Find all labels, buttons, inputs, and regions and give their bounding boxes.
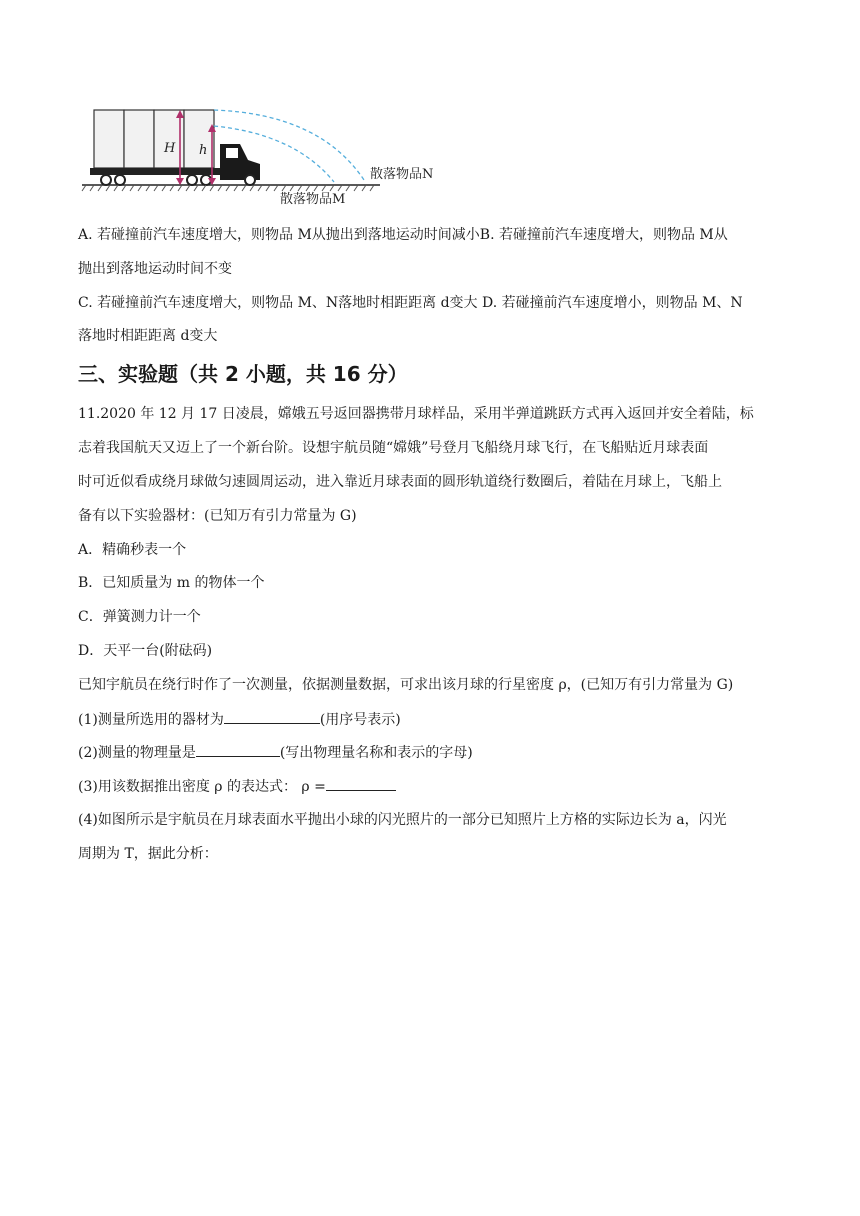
subquestion-3	[78, 776, 396, 797]
trailer-container-1	[94, 110, 124, 168]
label-H: H	[164, 141, 176, 156]
label-h: h	[199, 143, 208, 158]
subquestion-3-prefix: (3)用该数据推出密度 ρ 的表达式： ρ =	[78, 779, 326, 795]
option-line-3: C. 若碰撞前汽车速度增大，则物品 M、N落地时相距距离 d变大 D. 若碰撞前汽车速度增小，则物品 M、N	[78, 295, 743, 311]
label-scatter-M: 散落物品M	[280, 192, 346, 207]
truck-figure	[80, 104, 460, 212]
label-scatter-N: 散落物品N	[370, 167, 434, 182]
subquestion-4-line-1: (4)如图所示是宇航员在月球表面水平抛出小球的闪光照片的一部分已知照片上方格的实际边长为 a，闪光	[78, 812, 727, 828]
trailer-bed	[90, 168, 240, 175]
subquestion-1-prefix: (1)测量所选用的器材为	[78, 712, 224, 728]
option-line-4: 落地时相距距离 d变大	[78, 328, 218, 344]
equipment-item-a: A．精确秒表一个	[78, 542, 187, 558]
subquestion-2	[78, 742, 473, 763]
subquestion-4-line-2: 周期为 T，据此分析：	[78, 846, 218, 862]
q11-paragraph-line-2: 志着我国航天又迈上了一个新台阶。设想宇航员随“嫦娥”号登月飞船绕月球飞行，在飞船贴近月球表面	[78, 440, 709, 456]
answer-blank-3[interactable]	[326, 776, 396, 791]
option-line-2: 抛出到落地运动时间不变	[78, 261, 232, 277]
option-line-1: A. 若碰撞前汽车速度增大，则物品 M从抛出到落地运动时间减小B. 若碰撞前汽车速度增大，则物品 M从	[78, 227, 728, 243]
q11-paragraph-line-3: 时可近似看成绕月球做匀速圆周运动，进入靠近月球表面的圆形轨道绕行数圈后，着陆在月球上，飞船上	[78, 474, 722, 490]
section-heading: 三、实验题（共 2 小题，共 16 分）	[78, 362, 408, 386]
wheel	[101, 175, 111, 185]
answer-blank-1[interactable]	[224, 709, 320, 724]
equipment-item-b: B．已知质量为 m 的物体一个	[78, 575, 265, 591]
subquestion-2-suffix: (写出物理量名称和表示的字母)	[279, 745, 473, 761]
equipment-item-d: D．天平一台(附砝码)	[78, 643, 213, 659]
wheel	[245, 175, 255, 185]
trailer-container-2	[124, 110, 154, 168]
answer-blank-2[interactable]	[196, 742, 280, 757]
subquestion-1	[78, 709, 401, 730]
wheel	[187, 175, 197, 185]
q11-paragraph-line-4: 备有以下实验器材：(已知万有引力常量为 G)	[78, 508, 357, 524]
wheel	[115, 175, 125, 185]
q11-paragraph-line-1: 11.2020 年 12 月 17 日凌晨，嫦娥五号返回器携带月球样品，采用半弹道跳跃方式再入返回并安全着陆，标	[78, 406, 754, 422]
trailer-container-4	[184, 110, 214, 168]
subquestion-2-prefix: (2)测量的物理量是	[78, 745, 196, 761]
q11-measurement-text: 已知宇航员在绕行时作了一次测量，依据测量数据，可求出该月球的行星密度 ρ，(已知万有引力常量为 G)	[78, 677, 734, 693]
subquestion-1-suffix: (用序号表示)	[319, 712, 401, 728]
equipment-item-c: C．弹簧测力计一个	[78, 609, 201, 625]
